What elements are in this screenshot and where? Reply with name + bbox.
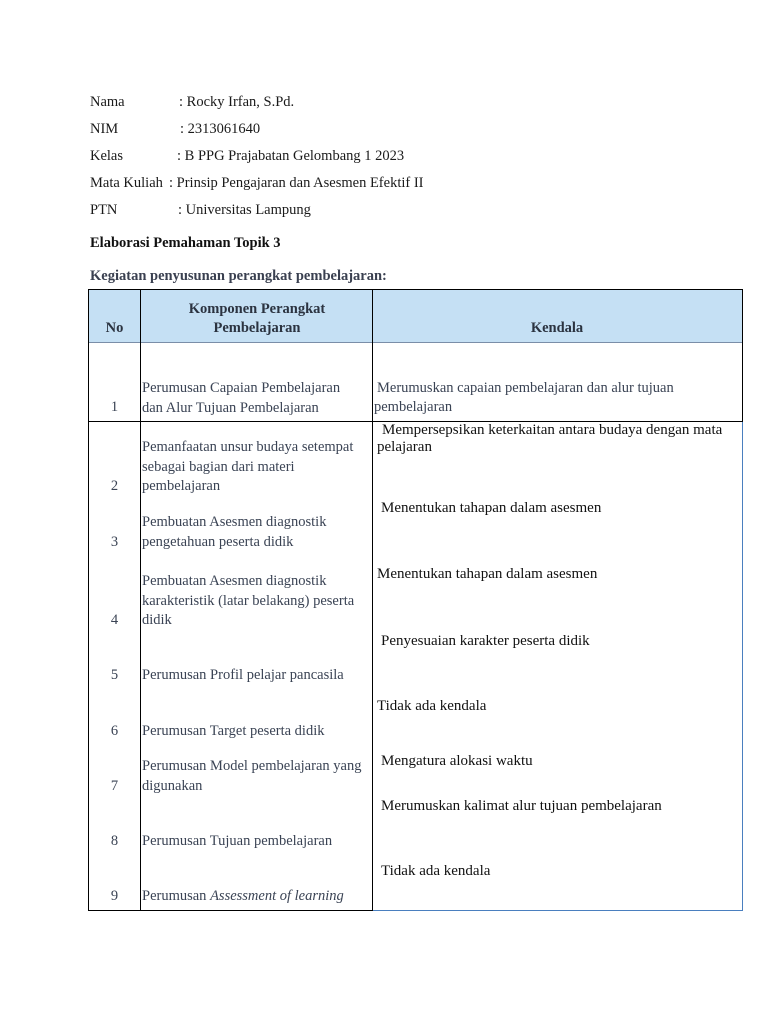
info-label: NIM — [90, 121, 119, 137]
row-number: 7 — [110, 778, 119, 794]
header-komponen — [142, 300, 372, 338]
kendala-cell: Menentukan tahapan dalam asesmen — [377, 566, 598, 582]
komponen-cell — [142, 572, 374, 631]
row-number: 9 — [110, 888, 119, 904]
kendala-cell: Penyesuaian karakter peserta didik — [381, 633, 590, 649]
info-value: : B PPG Prajabatan Gelombang 1 2023 — [177, 148, 405, 164]
info-label: Mata Kuliah — [90, 175, 163, 191]
row-number: 6 — [110, 723, 119, 739]
komponen-line: sebagai bagian dari materi — [142, 458, 295, 475]
komponen-line: Pembuatan Asesmen diagnostik — [142, 514, 327, 530]
kendala-line: pelajaran — [377, 439, 432, 455]
komponen-line: Pembuatan Asesmen diagnostik — [142, 573, 327, 589]
komponen-italic: Assessment of learning — [210, 888, 344, 904]
komponen-cell — [142, 887, 374, 907]
komponen-table — [88, 289, 743, 911]
komponen-line: Perumusan Model pembelajaran yang — [142, 758, 362, 774]
komponen-cell — [142, 757, 374, 796]
kendala-cell: Tidak ada kendala — [381, 863, 491, 879]
row-number: 2 — [110, 478, 119, 494]
info-label: Kelas — [90, 148, 124, 164]
komponen-cell: Perumusan Profil pelajar pancasila — [142, 667, 344, 683]
kendala-line: Mempersepsikan keterkaitan antara budaya dengan mata — [382, 422, 723, 438]
info-label: PTN — [90, 202, 118, 218]
kendala-cell — [375, 379, 741, 417]
info-value: : 2313061640 — [180, 121, 261, 137]
info-value: : Rocky Irfan, S.Pd. — [179, 94, 295, 110]
row-number: 3 — [110, 534, 119, 550]
section-title: Elaborasi Pemahaman Topik 3 — [90, 235, 281, 251]
header-komponen-line: Komponen Perangkat — [188, 301, 326, 317]
row-number: 1 — [110, 399, 119, 415]
header-kendala: Kendala — [530, 320, 584, 336]
header-komponen-line: Pembelajaran — [213, 320, 301, 336]
komponen-line: Pemanfaatan unsur budaya setempat — [142, 439, 354, 455]
kendala-cell: Tidak ada kendala — [377, 698, 487, 714]
kendala-cell: Mengatura alokasi waktu — [381, 753, 533, 769]
info-value: : Prinsip Pengajaran dan Asesmen Efektif II — [169, 175, 424, 191]
table-title: Kegiatan penyusunan perangkat pembelajaran: — [90, 268, 387, 284]
kendala-cell — [377, 422, 742, 456]
komponen-line: dan Alur Tujuan Pembelajaran — [142, 399, 319, 416]
kendala-cell: Menentukan tahapan dalam asesmen — [381, 500, 602, 516]
komponen-line: pembelajaran — [142, 478, 221, 494]
row-number: 4 — [110, 612, 119, 628]
komponen-line: karakteristik (latar belakang) peserta — [142, 592, 355, 609]
row-number: 5 — [110, 667, 119, 683]
komponen-prefix: Perumusan — [142, 888, 211, 904]
kendala-cell: Merumuskan kalimat alur tujuan pembelajaran — [381, 798, 662, 814]
komponen-line: pengetahuan peserta didik — [142, 533, 294, 550]
komponen-line: digunakan — [142, 777, 203, 794]
info-value: : Universitas Lampung — [178, 202, 311, 218]
komponen-cell — [142, 513, 374, 552]
komponen-line: didik — [142, 612, 172, 628]
komponen-cell: Perumusan Tujuan pembelajaran — [142, 833, 333, 849]
komponen-cell — [142, 379, 374, 418]
komponen-cell: Perumusan Target peserta didik — [142, 723, 325, 739]
komponen-line: Perumusan Capaian Pembelajaran — [142, 380, 341, 396]
info-label: Nama — [90, 94, 125, 110]
header-no: No — [105, 320, 124, 336]
kendala-line: Merumuskan capaian pembelajaran dan alur tujuan — [377, 380, 674, 396]
komponen-cell — [142, 438, 374, 497]
kendala-line: pembelajaran — [374, 399, 453, 415]
row-number: 8 — [110, 833, 119, 849]
